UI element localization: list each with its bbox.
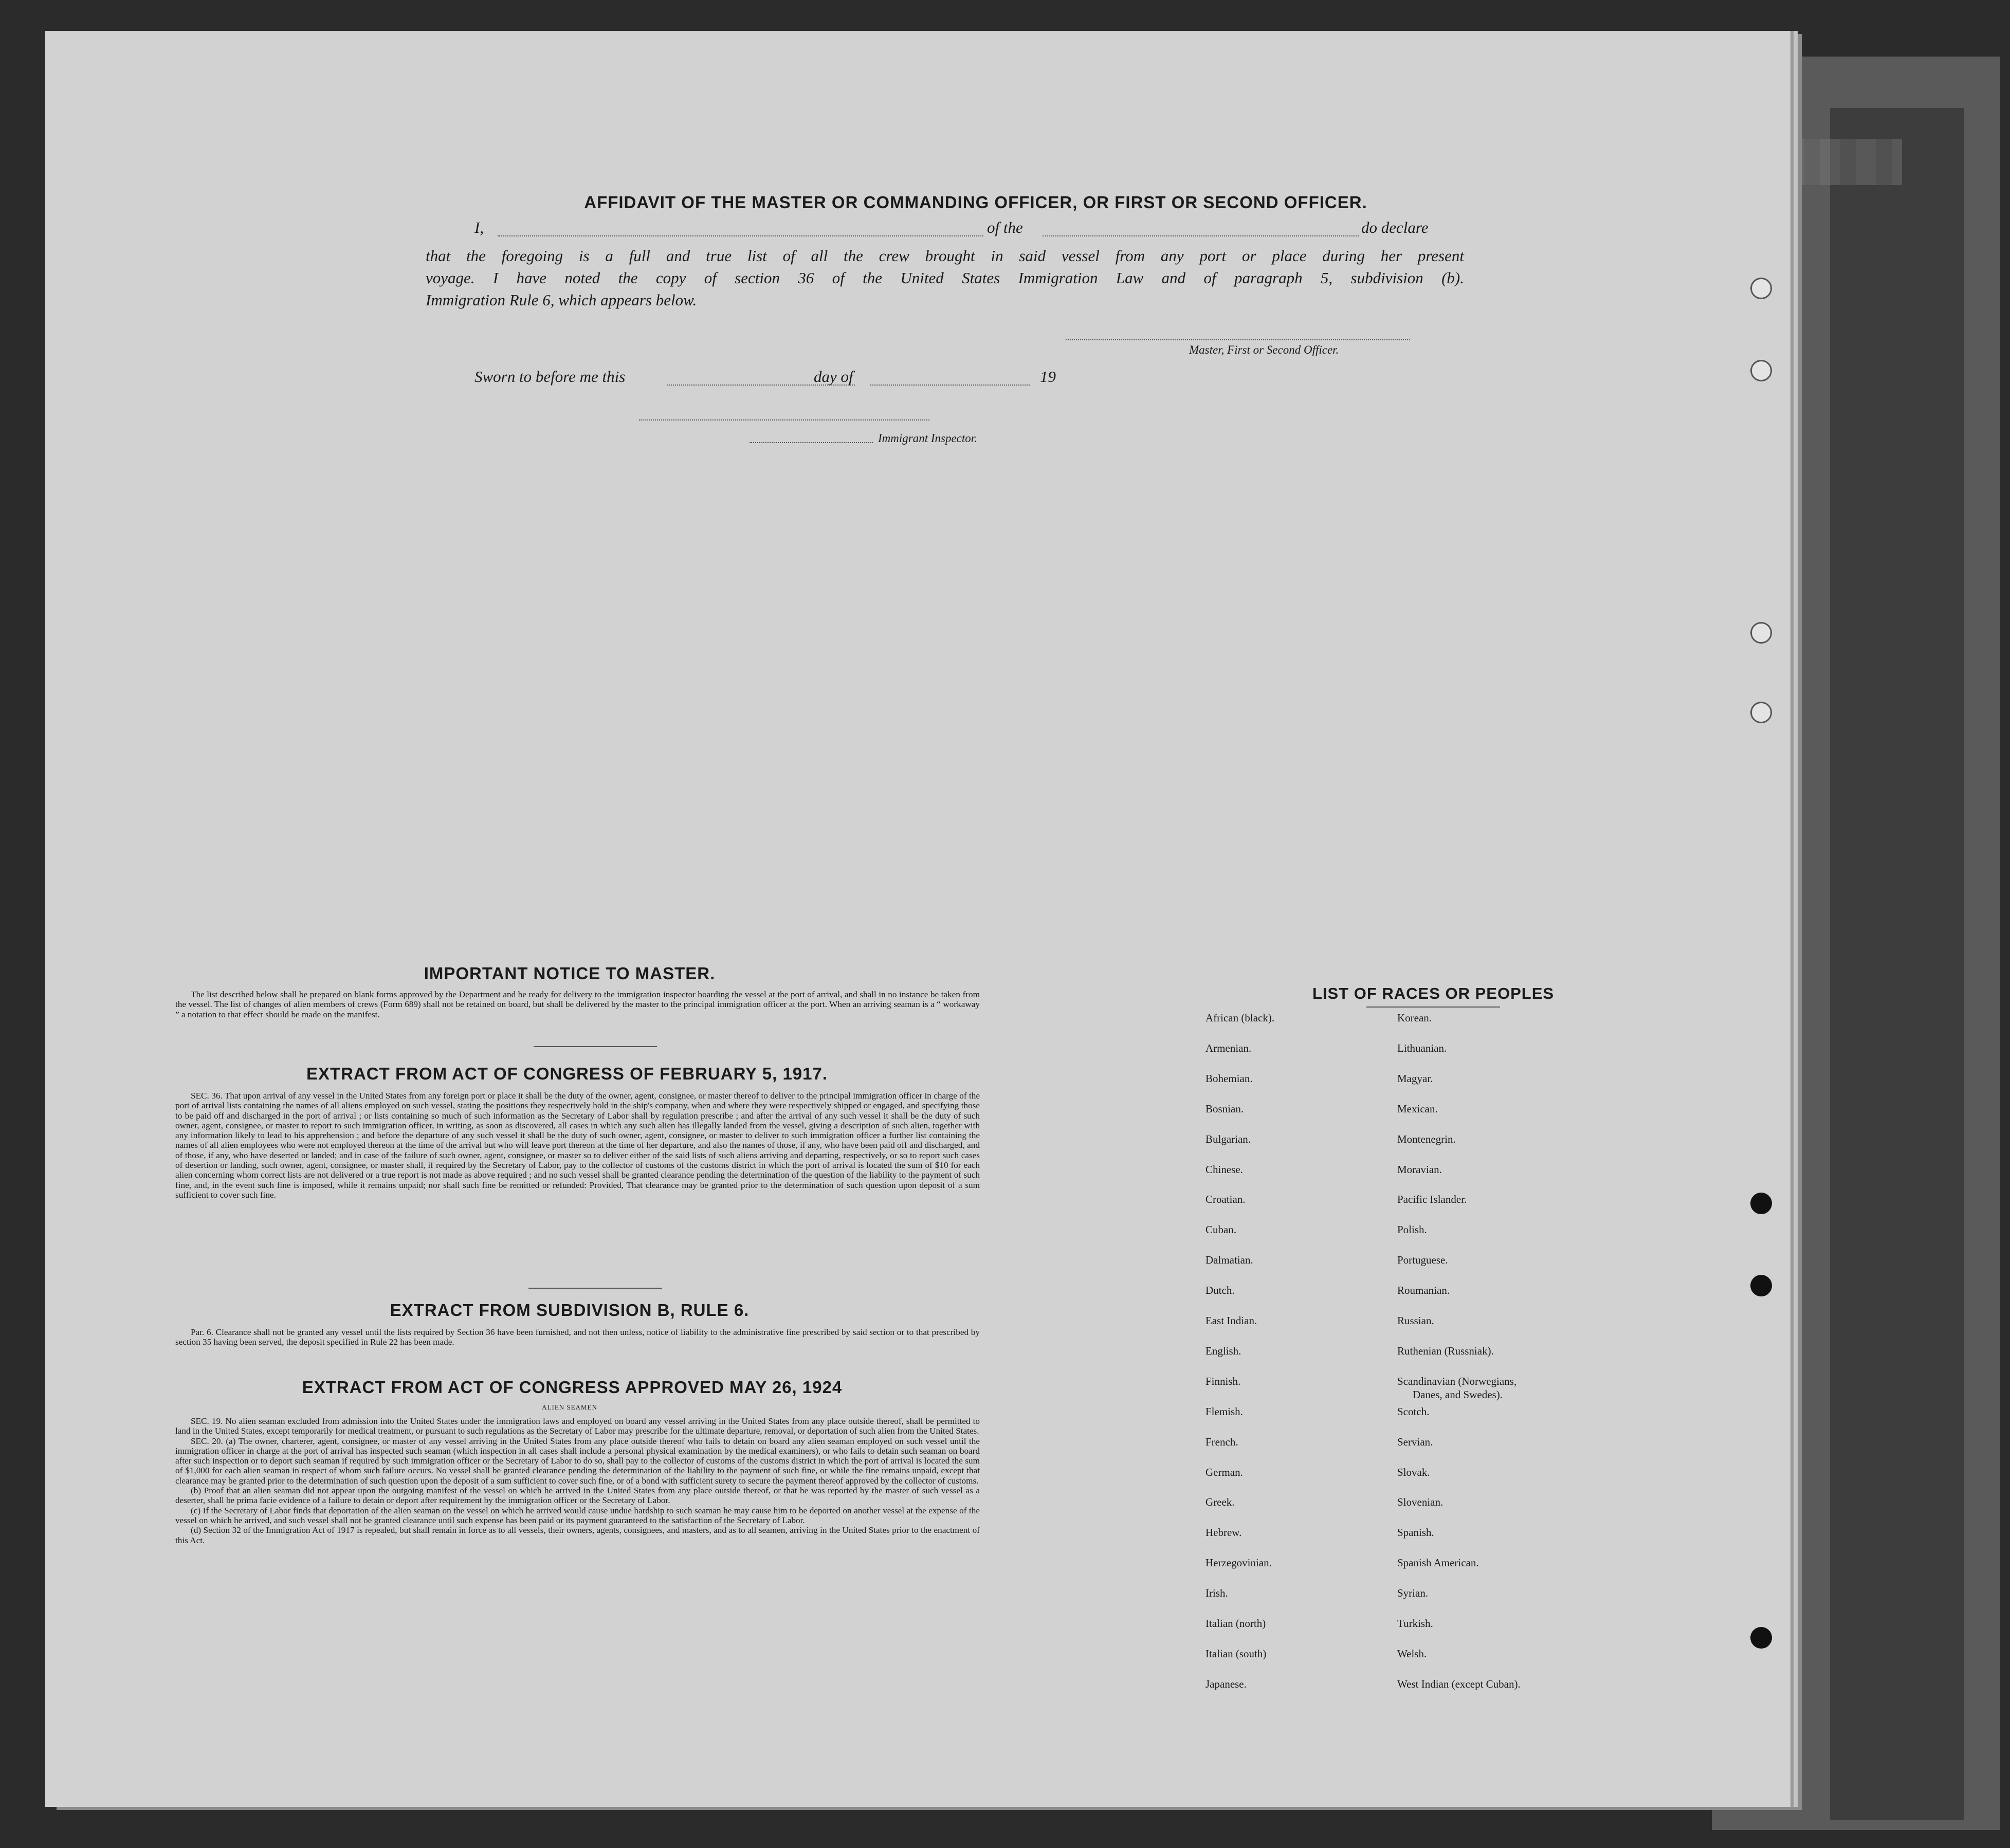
race-item: Scandinavian (Norwegians, [1397,1375,1517,1387]
race-item: Bohemian. [1205,1072,1253,1085]
underlying-page-edge [1830,108,1964,1820]
race-item: Danes, and Swedes). [1413,1388,1503,1401]
inspector-name-line[interactable] [750,442,873,443]
race-item: Polish. [1397,1223,1427,1236]
race-item: English. [1205,1344,1241,1357]
section-20a-text: SEC. 20. (a) The owner, charterer, agent, consignee, or master of any vessel arriving in the United States from any place outside thereof who fails to detain on board any alien seaman employed on such vessel until the immigration officer in charge at the port of arrival has inspected such seaman (which inspection in all cases shall include a personal physical examination by the medical examiners), or who fails to detain such seaman on board after such inspection or to deport such seaman if required by such immigration officer or the Secretary of Labor to do so, shall pay to the collector of customs of the customs district in which the port of arrival is located the sum of $1,000 for each alien seaman in respect of whom such failure occurs. No vessel shall be granted clearance pending the determination of the liability to the payment of such fine, or while the fine remains unpaid, except that clearance may be granted prior to the determination of such question upon the deposit of a sum sufficient to cover such fine, or of a bond with sufficient surety to secure the payment thereof approved by the collector of customs. [175,1436,980,1486]
race-item: Turkish. [1397,1617,1433,1630]
race-item: Pacific Islander. [1397,1193,1467,1206]
race-item: Flemish. [1205,1405,1243,1418]
race-item: Italian (north) [1205,1617,1266,1630]
affidavit-line-4: Immigration Rule 6, which appears below. [426,291,697,309]
race-item: Ruthenian (Russniak). [1397,1344,1494,1357]
race-item: Cuban. [1205,1223,1237,1236]
inspector-signature-line[interactable] [639,419,929,420]
race-item: Finnish. [1205,1375,1241,1387]
race-item: Roumanian. [1397,1284,1450,1297]
race-item: Russian. [1397,1314,1434,1327]
vessel-blank[interactable] [1043,235,1359,236]
act-1917-body [175,1091,980,1200]
race-item: French. [1205,1435,1238,1448]
rule6-body [175,1327,980,1347]
race-item: Spanish American. [1397,1557,1479,1569]
race-item: Welsh. [1397,1647,1427,1660]
race-item: Croatian. [1205,1193,1246,1206]
race-item: Scotch. [1397,1405,1430,1418]
race-item: German. [1205,1466,1243,1478]
race-item: Spanish. [1397,1526,1434,1539]
race-item: Bulgarian. [1205,1132,1251,1145]
races-title: LIST OF RACES OR PEOPLES [1312,984,1555,1002]
race-item: Portuguese. [1397,1254,1448,1267]
race-item: Slovak. [1397,1466,1430,1478]
race-item: Korean. [1397,1012,1432,1024]
race-item: Bosnian. [1205,1102,1244,1115]
binder-hole [1750,278,1772,299]
name-blank[interactable] [498,235,983,236]
notice-paragraph: The list described below shall be prepared on blank forms approved by the Department and be ready for delivery to the immigration inspector boarding the vessel at the port of arrival, and shall in no instance be taken from the vessel. The list of changes of alien members of crews (Form 689) shall not be retained on board, but shall be delivered by the master to the principal immigration officer at the port. When an arriving seaman is a “ workaway ” a notation to that effect should be made on the manifest. [175,990,980,1019]
race-item: Dutch. [1205,1284,1235,1297]
race-item: East Indian. [1205,1314,1257,1327]
year-prefix: 19 [1040,368,1056,386]
race-item: Greek. [1205,1496,1235,1509]
section-20d-text: (d) Section 32 of the Immigration Act of 1917 is repealed, but shall remain in force as to all vessels, their owners, agents, consignees, and masters, and as to all seamen, arriving in the United States prior to the enactment of this Act. [175,1525,980,1545]
race-item: Montenegrin. [1397,1132,1456,1145]
race-item: Italian (south) [1205,1647,1267,1660]
section-20b-text: (b) Proof that an alien seaman did not appear upon the outgoing manifest of the vessel on which he arrived in the United States from any place outside thereof, or that he was reported by the master of such vessel as a deserter, shall be prima facie evidence of a failure to detain or deport after requirement by the immigration officer or the Secretary of Labor. [175,1486,980,1506]
affidavit-of-the: of the [987,218,1023,236]
race-item: Servian. [1397,1435,1433,1448]
rule6-heading: EXTRACT FROM SUBDIVISION B, RULE 6. [390,1301,750,1320]
sworn-text: Sworn to before me this [474,368,626,386]
race-item: Moravian. [1397,1163,1442,1176]
paragraph-6-text: Par. 6. Clearance shall not be granted any vessel until the lists required by Section 36 have been furnished, and not then unless, notice of liability to the administrative fine prescribed by said section or to that prescribed by section 35 having been served, the deposit specified in Rule 22 has been made. [175,1327,980,1347]
binder-hole [1750,1193,1772,1214]
race-item: Slovenian. [1397,1496,1443,1509]
section-20c-text: (c) If the Secretary of Labor finds that deportation of the alien seaman on the vessel on which he arrived would cause undue hardship to such seaman he may cause him to be deported on another vessel at the expense of the vessel on which he arrived, and such vessel shall not be granted clearance until such expense has been paid or its payment guaranteed to the satisfaction of the Secretary of Labor. [175,1505,980,1525]
notice-heading: IMPORTANT NOTICE TO MASTER. [424,964,716,983]
binder-hole [1750,702,1772,723]
binder-hole [1750,622,1772,644]
divider [534,1046,657,1047]
race-item: African (black). [1205,1012,1275,1024]
act-1924-subheading: ALIEN SEAMEN [542,1403,597,1411]
race-item: Lithuanian. [1397,1041,1447,1054]
binder-hole [1750,360,1772,381]
race-item: Herzegovinian. [1205,1557,1272,1569]
affidavit-title: AFFIDAVIT OF THE MASTER OR COMMANDING OFFICER, OR FIRST OR SECOND OFFICER. [584,193,1367,212]
race-item: Hebrew. [1205,1526,1242,1539]
race-item: Mexican. [1397,1102,1438,1115]
act-1917-heading: EXTRACT FROM ACT OF CONGRESS OF FEBRUARY 5, 1917. [306,1064,828,1083]
affidavit-line-2: that the foregoing is a full and true list of all the crew brought in said vessel from any port or place during her present [426,247,1464,265]
race-item: Chinese. [1205,1163,1243,1176]
notice-body [175,990,980,1019]
divider [1366,1007,1500,1008]
section-19-text: SEC. 19. No alien seaman excluded from admission into the United States under the immigration laws and employed on board any vessel arriving in the United States from any place outside thereof, shall be permitted to land in the United States, except temporarily for medical treatment, or pursuant to such regulations as the Secretary of Labor may prescribe for the ultimate departure, removal, or deportation of such alien from the United States. [175,1416,980,1436]
race-item: Syrian. [1397,1587,1429,1600]
sworn-month-blank[interactable] [870,385,1030,386]
race-item: West Indian (except Cuban). [1397,1677,1521,1690]
binder-hole [1750,1627,1772,1649]
race-item: Armenian. [1205,1041,1252,1054]
race-item: Japanese. [1205,1677,1247,1690]
affidavit-line-3: voyage. I have noted the copy of section 36 of the United States Immigration Law and of paragraph 5, subdivision (b). [426,269,1464,287]
race-item: Irish. [1205,1587,1228,1600]
divider [528,1288,662,1289]
master-signature-label: Master, First or Second Officer. [1189,343,1339,356]
day-of-text: day of [814,368,853,386]
binder-hole [1750,1275,1772,1296]
manifest-page [45,31,1790,1807]
inspector-label: Immigrant Inspector. [878,432,977,445]
act-1924-heading: EXTRACT FROM ACT OF CONGRESS APPROVED MAY 26, 1924 [302,1378,843,1397]
affidavit-do-declare: do declare [1361,218,1429,236]
race-item: Dalmatian. [1205,1254,1253,1267]
race-item: Magyar. [1397,1072,1433,1085]
act-1924-body [175,1416,980,1545]
section-36-text: SEC. 36. That upon arrival of any vessel in the United States from any foreign port or place it shall be the duty of the owner, agent, consignee, or master thereof to deliver to the principal immigration officer in charge of the port of arrival lists containing the names of all aliens employed on such vessel, stating the positions they respectively hold in the ship's company, when and where they were respectively shipped or engaged, and specifying those to be paid off and discharged in the port of arrival ; or lists containing so much of such information as the Secretary of Labor shall by regulation prescribe ; and after the arrival of any such vessel it shall be the duty of such owner, agent, consignee, or master to report to such immigration officer, in writing, as soon as discovered, all cases in which any such alien has illegally landed from the vessel, giving a description of such alien, together with any information likely to lead to his apprehension ; and before the departure of any such vessel it shall be the duty of such owner, agent, consignee, or master to deliver to such immigration officer a further list containing the names of all alien employees who were not employed thereon at the time of the arrival but who will leave port thereon at the time of her departure, and also the names of those, if any, who have been paid off and discharged, and of those, if any, who have deserted or landed; and in case of the failure of such owner, agent, consignee, or master so to deliver either of the said lists of such aliens arriving and departing, respectively, or so to report such cases of desertion or landing, such owner, agent, consignee, or master shall, if required by the Secretary of Labor, pay to the collector of customs of the customs district in which the port of arrival is located the sum of $10 for each alien concerning whom correct lists are not delivered or a true report is not made as above required ; and no such vessel shall be granted clearance pending the determination of the question of the liability to the payment of such fine, and, in the event such fine is imposed, while it remains unpaid; nor shall such fine be remitted or refunded: Provided, That clearance may be granted prior to the determination of such question upon deposit of a sum sufficient to cover such fine. [175,1091,980,1200]
master-signature-line[interactable] [1066,339,1410,340]
affidavit-pronoun: I, [474,218,484,236]
